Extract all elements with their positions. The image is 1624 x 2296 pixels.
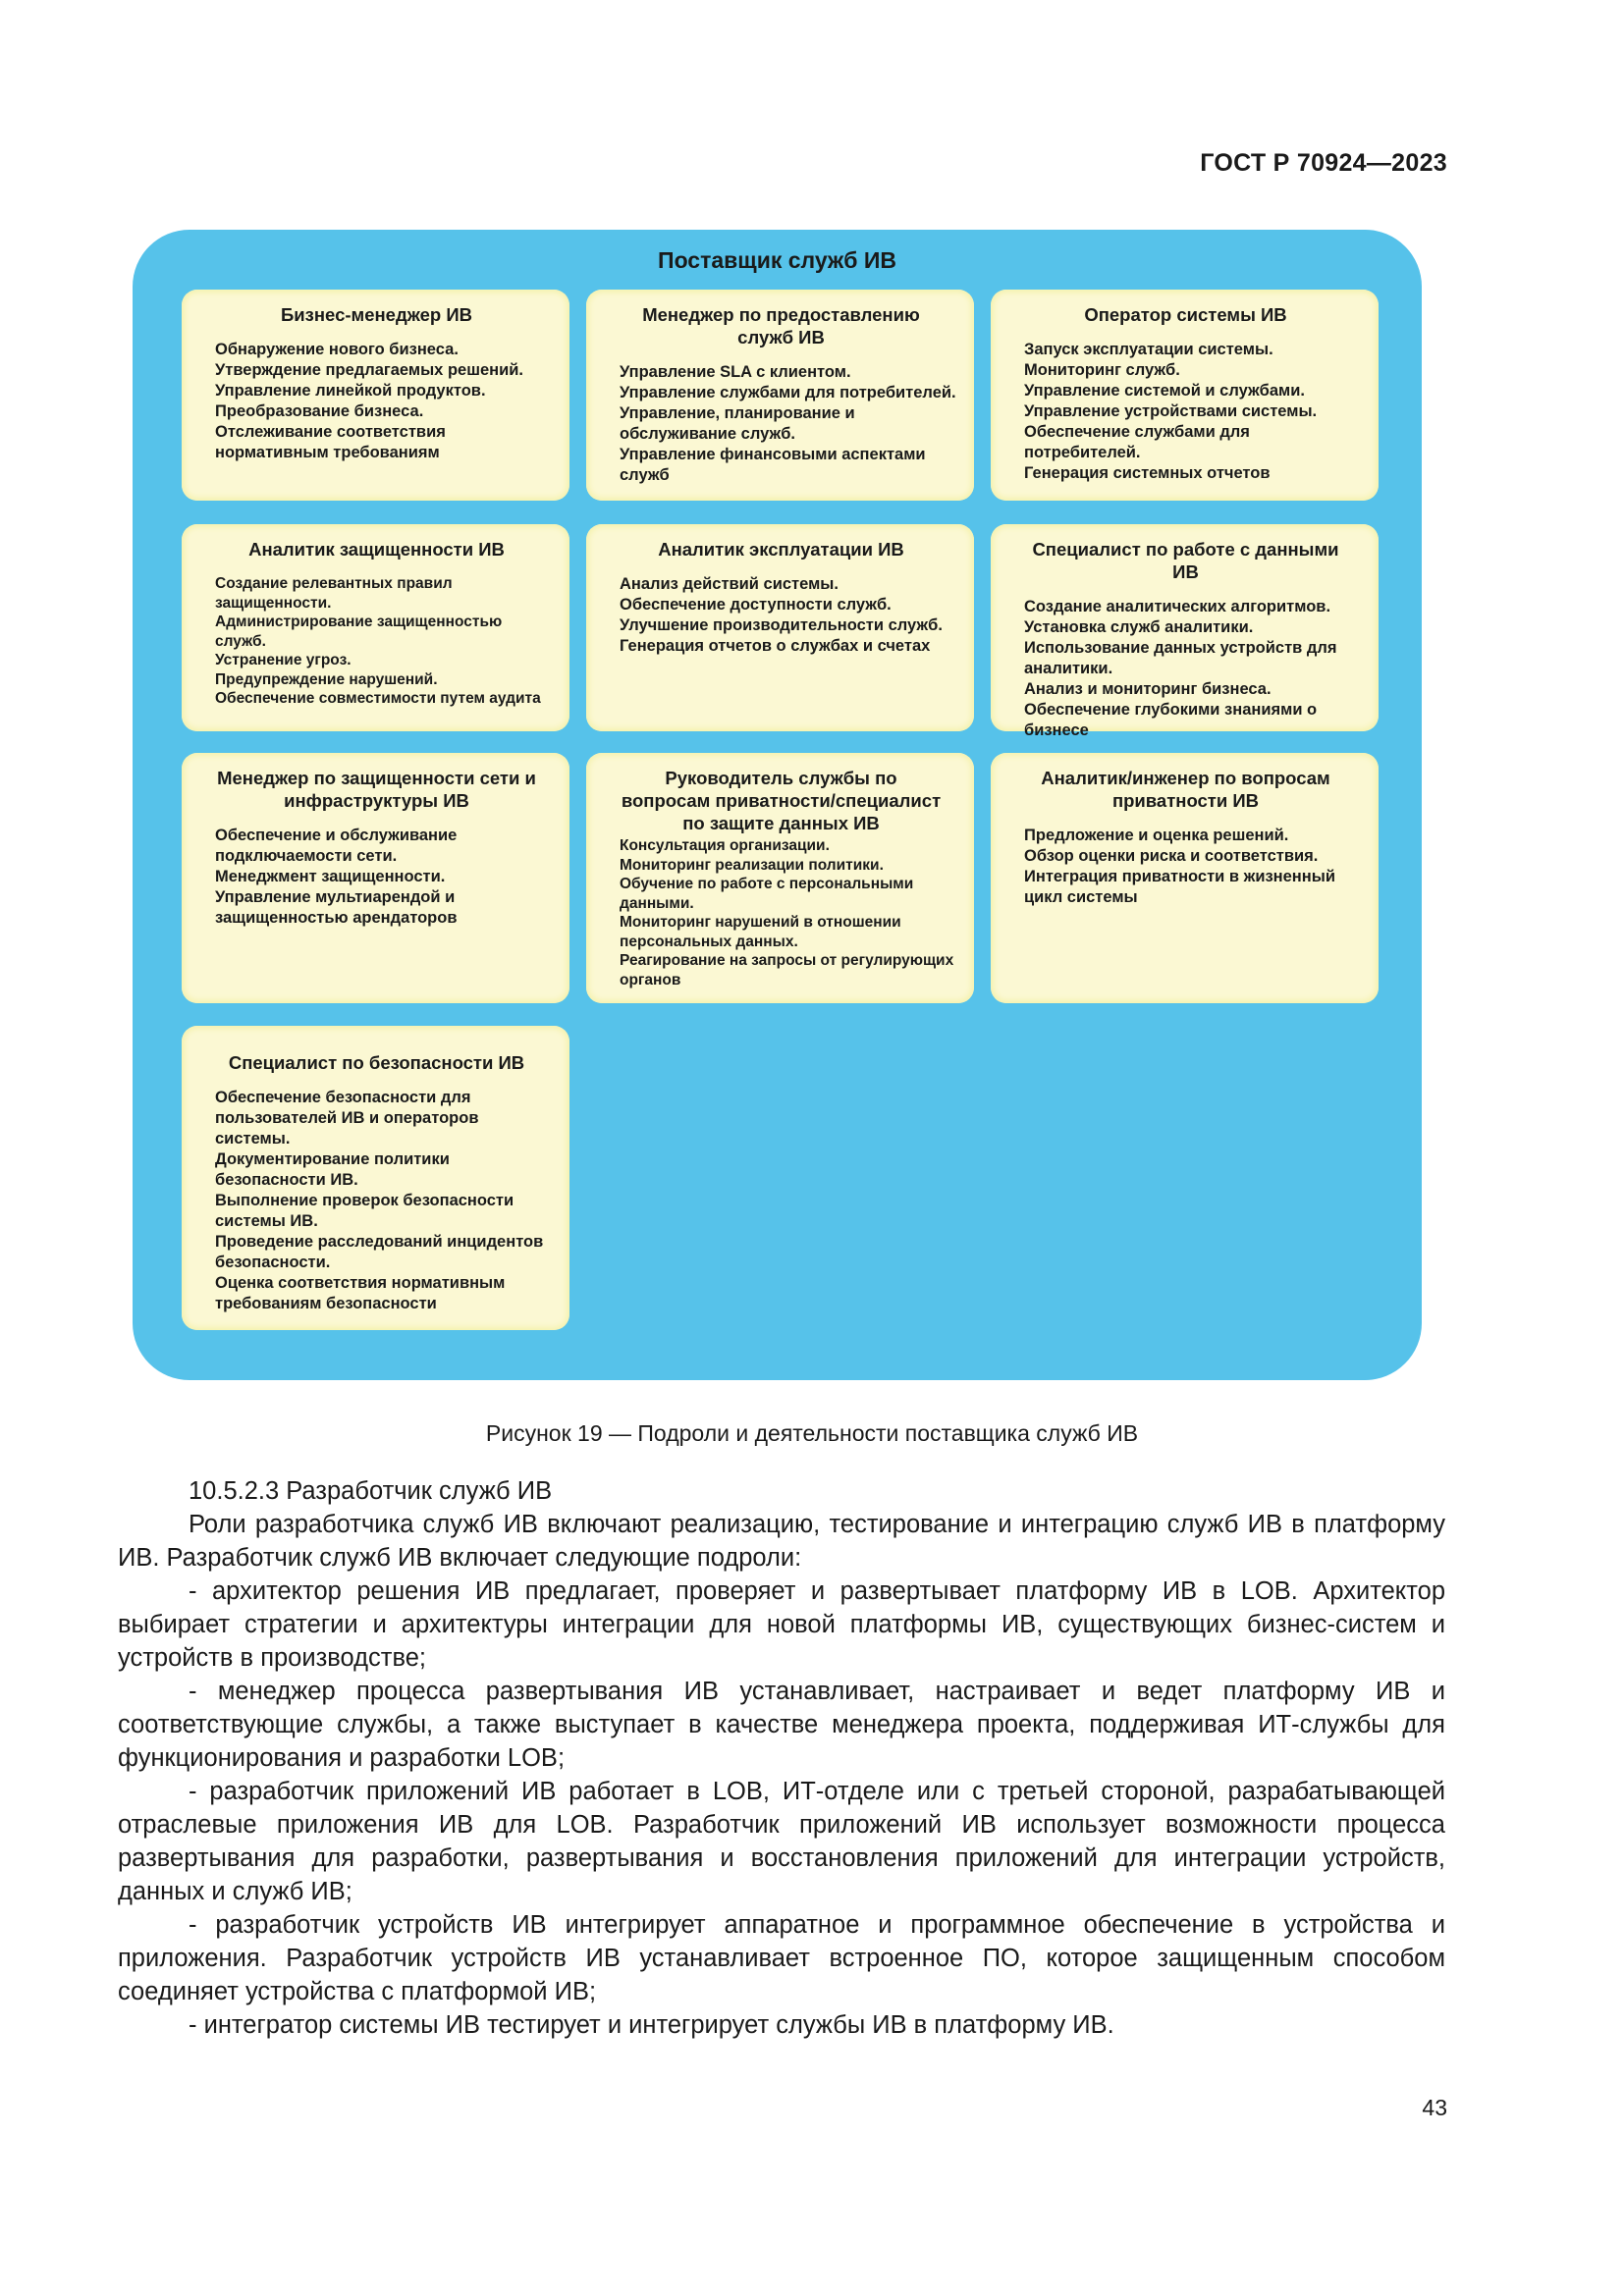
role-title: Менеджер по защищенности сети и инфраструктуры ИВ (217, 768, 536, 811)
activity-item: Устранение угроз. (215, 652, 352, 668)
activity-item: Анализ и мониторинг бизнеса. (1024, 680, 1272, 698)
activity-item: Создание аналитических алгоритмов. (1024, 598, 1331, 615)
activity-item: Управление системой и службами. (1024, 382, 1305, 400)
figure-diagram (133, 230, 1422, 1380)
activity-item: Обеспечение службами для потребителей. (1024, 423, 1250, 461)
activity-item: Управление службами для потребителей. (620, 384, 956, 401)
activity-item: Управление SLA с клиентом. (620, 363, 851, 381)
role-activities (620, 836, 956, 989)
activity-item: Реагирование на запросы от регулирующих органов (620, 952, 954, 988)
role-card-security-analyst (182, 524, 569, 731)
role-activities (620, 574, 956, 657)
activity-item: Мониторинг нарушений в отношении персональных данных. (620, 914, 901, 950)
role-activities (1024, 597, 1361, 741)
activity-item: Документирование политики безопасности ИВ. (215, 1150, 450, 1189)
role-card-operations-analyst (586, 524, 974, 731)
role-activities (215, 1088, 552, 1314)
activity-item: Обеспечение глубокими знаниями о бизнесе (1024, 701, 1318, 739)
role-title: Специалист по работе с данными ИВ (1032, 539, 1339, 582)
activity-item: Предупреждение нарушений. (215, 670, 438, 688)
activity-item: Обнаружение нового бизнеса. (215, 341, 459, 358)
activity-item: Оценка соответствия нормативным требованиям безопасности (215, 1274, 506, 1312)
role-card-privacy-analyst (991, 753, 1379, 1003)
role-card-business-manager (182, 290, 569, 501)
role-title: Оператор системы ИВ (1084, 304, 1287, 325)
activity-item: Обеспечение доступности служб. (620, 596, 892, 614)
role-activities (1024, 826, 1361, 908)
activity-item: Мониторинг реализации политики. (620, 856, 884, 874)
role-title: Аналитик защищенности ИВ (248, 539, 505, 560)
figure-title: Поставщик служб ИВ (658, 247, 896, 273)
activity-item: Управление линейкой продуктов. (215, 382, 486, 400)
page-number: 43 (1422, 2095, 1447, 2120)
activity-item: Преобразование бизнеса. (215, 402, 424, 420)
section-body (118, 1474, 1445, 2042)
role-card-safety-specialist (182, 1026, 569, 1330)
role-activities (215, 340, 552, 463)
figure-caption: Рисунок 19 — Подроли и деятельности поставщика служб ИВ (485, 1420, 1139, 1446)
role-title: Бизнес-менеджер ИВ (281, 304, 472, 325)
role-card-data-specialist (991, 524, 1379, 739)
activity-item: Предложение и оценка решений. (1024, 827, 1289, 844)
activity-item: Обеспечение и обслуживание подключаемости сети. (215, 827, 458, 865)
list-item: - разработчик устройств ИВ интегрирует аппаратное и программное обеспечение в устройства и приложения. Разработчик устройств ИВ устанавливает встроенное ПО, которое защищенным способом соединяет устройства с платформой ИВ; (118, 1911, 1445, 2005)
activity-item: Мониторинг служб. (1024, 361, 1180, 379)
activity-item: Утверждение предлагаемых решений. (215, 361, 523, 379)
activity-item: Использование данных устройств для аналитики. (1024, 639, 1337, 677)
role-card-network-security-manager (182, 753, 569, 1003)
role-title: Менеджер по предоставлению служб ИВ (642, 304, 920, 347)
activity-item: Обучение по работе с персональными данными. (620, 876, 914, 912)
activity-item: Обзор оценки риска и соответствия. (1024, 847, 1319, 865)
list-item: - интегратор системы ИВ тестирует и интегрирует службы ИВ в платформу ИВ. (189, 2011, 1114, 2039)
role-activities (620, 362, 956, 486)
activity-item: Управление устройствами системы. (1024, 402, 1318, 420)
role-title: Аналитик эксплуатации ИВ (658, 539, 904, 560)
role-card-service-delivery-manager (586, 290, 974, 501)
activity-item: Управление, планирование и обслуживание служб. (620, 404, 855, 443)
role-card-system-operator (991, 290, 1379, 501)
activity-item: Управление финансовыми аспектами служб (620, 446, 926, 484)
activity-item: Обеспечение совместимости путем аудита (215, 690, 541, 707)
activity-item: Интеграция приватности в жизненный цикл системы (1024, 868, 1335, 906)
activity-item: Анализ действий системы. (620, 575, 839, 593)
activity-item: Генерация системных отчетов (1024, 464, 1271, 482)
activity-item: Проведение расследований инцидентов безопасности. (215, 1233, 544, 1271)
activity-item: Менеджмент защищенности. (215, 868, 446, 885)
role-activities (215, 826, 552, 929)
role-activities (215, 574, 552, 709)
activity-item: Создание релевантных правил защищенности. (215, 575, 453, 612)
role-title: Специалист по безопасности ИВ (228, 1052, 525, 1073)
list-item: - разработчик приложений ИВ работает в LOB, ИТ-отделе или с третьей стороной, разрабатывающей отраслевые приложения ИВ для LOB. Разработчик приложений ИВ использует возможности процесса развертывания для разработки, развертывания и восстановления приложений для интеграции устройств, данных и служб ИВ; (118, 1778, 1445, 1905)
activity-item: Выполнение проверок безопасности системы ИВ. (215, 1192, 514, 1230)
activity-item: Запуск эксплуатации системы. (1024, 341, 1273, 358)
role-card-privacy-officer (586, 753, 974, 1003)
list-item: - архитектор решения ИВ предлагает, проверяет и развертывает платформу ИВ в LOB. Архитектор выбирает стратегии и архитектуры интеграции для новой платформы ИВ, существующих бизнес-систем и устройств в производстве; (118, 1577, 1445, 1672)
role-title: Руководитель службы по вопросам приватности/специалист по защите данных ИВ (621, 768, 942, 833)
activity-item: Консультация организации. (620, 837, 830, 854)
activity-item: Установка служб аналитики. (1024, 618, 1254, 636)
activity-item: Обеспечение безопасности для пользователей ИВ и операторов системы. (215, 1089, 479, 1148)
role-title: Аналитик/инженер по вопросам приватности ИВ (1041, 768, 1330, 811)
activity-item: Улучшение производительности служб. (620, 616, 943, 634)
list-item: - менеджер процесса развертывания ИВ устанавливает, настраивает и ведет платформу ИВ и соответствующие службы, а также выступает в качестве менеджера проекта, поддерживая ИТ-службы для функционирования и разработки LOB; (118, 1678, 1445, 1772)
section-heading: 10.5.2.3 Разработчик служб ИВ (189, 1477, 553, 1505)
activity-item: Управление мультиарендой и защищенностью арендаторов (215, 888, 458, 927)
activity-item: Генерация отчетов о службах и счетах (620, 637, 931, 655)
role-activities (1024, 340, 1361, 484)
document-number: ГОСТ Р 70924—2023 (1200, 149, 1447, 177)
section-intro: Роли разработчика служб ИВ включают реализацию, тестирование и интеграцию служб ИВ в платформу ИВ. Разработчик служб ИВ включает следующие подроли: (118, 1511, 1445, 1572)
activity-item: Администрирование защищенностью служб. (215, 614, 503, 650)
activity-item: Отслеживание соответствия нормативным требованиям (215, 423, 446, 461)
